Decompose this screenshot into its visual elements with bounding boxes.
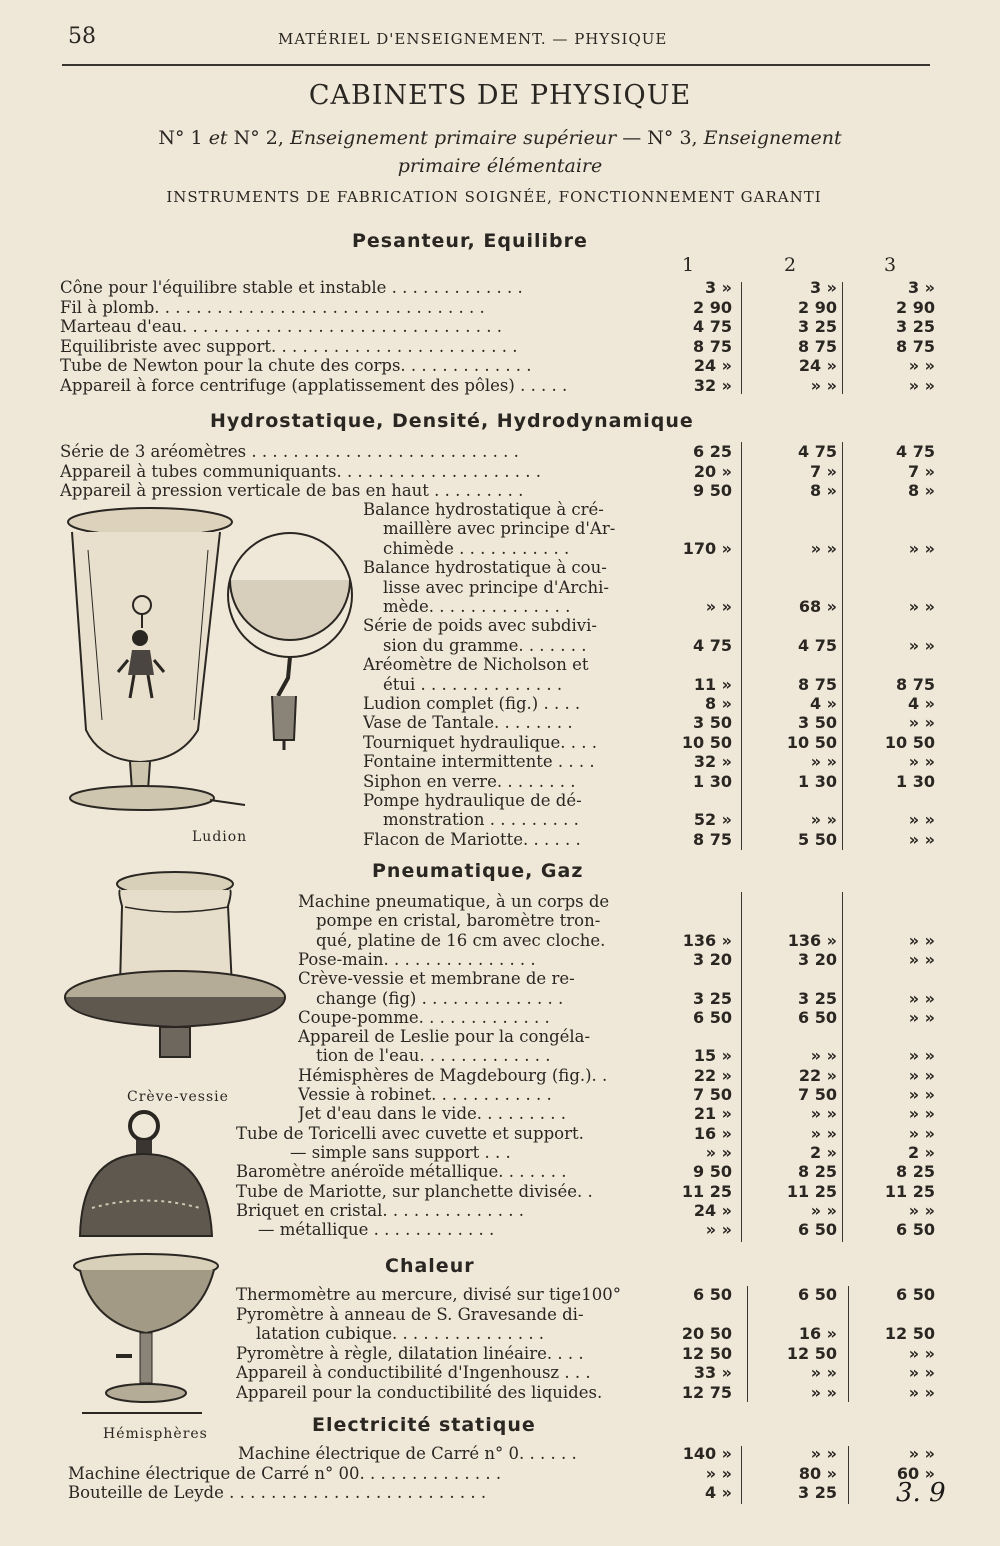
price-column-1: 3 20 [693,949,732,969]
price-column-2: » » [810,1123,837,1143]
price-column-3: 2 » [907,1142,935,1162]
price-column-2: 22 » [798,1065,837,1085]
row-label: Tube de Toricelli avec cuvette et support. [236,1123,584,1143]
price-column-3: » » [908,810,935,830]
row-label: Thermomètre au mercure, divisé sur tige100° [236,1285,621,1304]
row-label: Cône pour l'équilibre stable et instable . . . . . . . . . . . . . [60,278,523,297]
price-column-3: 60 » [896,1463,935,1483]
price-column-1: 24 » [693,1200,732,1220]
table-row [0,1483,1000,1503]
handwritten-note: 3. 9 [896,1478,946,1508]
table-row [0,1383,1000,1403]
price-column-2: » » [810,1046,837,1066]
price-column-3: 3 25 [896,317,935,336]
table-row [0,1324,1000,1344]
price-column-3: » » [908,988,935,1008]
row-label: Appareil à tubes communiquants. . . . . . . . . . . . . . . . . . . . [60,461,542,481]
row-label: — simple sans support . . . [290,1142,511,1162]
row-label: Aréomètre de Nicholson et [363,655,589,675]
price-column-3: 10 50 [884,732,935,752]
price-column-2: 8 » [809,481,837,500]
price-column-1: » » [705,597,732,616]
price-column-1: 9 50 [693,1162,732,1182]
price-column-1: 12 50 [681,1343,732,1363]
price-column-3: » » [908,1363,935,1382]
price-column-3: » » [908,1085,935,1104]
row-label: tion de l'eau. . . . . . . . . . . . . [316,1046,551,1066]
price-column-2: 4 » [809,694,837,713]
row-label: Fil à plomb. . . . . . . . . . . . . . . . . . . . . . . . . . . . . . . . [60,297,485,317]
page-title: CABINETS DE PHYSIQUE [308,80,692,111]
price-column-1: 6 50 [693,1007,732,1027]
price-column-2: 12 50 [786,1343,837,1363]
table-row [0,1363,1000,1383]
price-column-2: » » [810,810,837,830]
subtitle-part: N° 1 [158,127,203,149]
section-title-chaleur: Chaleur [385,1255,475,1277]
row-label: latation cubique. . . . . . . . . . . . . . . [256,1324,545,1343]
price-column-2: 11 25 [786,1181,837,1201]
table-row [0,356,1000,376]
row-label: Vase de Tantale. . . . . . . . [363,713,573,733]
row-label: Série de 3 aréomètres . . . . . . . . . . . . . . . . . . . . . . . . . . [60,442,519,461]
price-column-3: 6 50 [896,1285,935,1304]
row-label: Equilibriste avec support. . . . . . . . . . . . . . . . . . . . . . . . [60,336,518,356]
price-column-2: 8 75 [798,674,837,694]
row-label: Marteau d'eau. . . . . . . . . . . . . . . . . . . . . . . . . . . . . . . [60,317,502,336]
price-column-3: » » [908,1343,935,1363]
price-column-1: 170 » [682,538,732,558]
row-label: Vessie à robinet. . . . . . . . . . . . [298,1085,552,1104]
price-column-3: 8 » [907,481,935,500]
guarantee-line: INSTRUMENTS DE FABRICATION SOIGNÉE, FONCTIONNEMENT GARANTI [166,188,822,206]
row-label: Jet d'eau dans le vide. . . . . . . . . [298,1104,566,1124]
price-column-1: 32 » [693,752,732,772]
row-label: Série de poids avec subdivi- [363,616,597,636]
table-row [0,376,1000,396]
table-row [0,298,1000,318]
table-row [0,462,1000,482]
price-column-1: 6 25 [693,442,732,461]
price-column-3: 4 75 [896,442,935,461]
row-label: Siphon en verre. . . . . . . . [363,771,576,791]
price-column-2: » » [810,1200,837,1220]
price-column-1: 9 50 [693,481,732,500]
price-column-1: 10 50 [681,732,732,752]
row-label: Flacon de Mariotte. . . . . . [363,829,581,849]
subtitle-part: et [208,127,228,149]
row-label: Briquet en cristal. . . . . . . . . . . . . . [236,1200,524,1220]
subtitle-part: primaire élémentaire [397,155,603,177]
price-column-2: 5 50 [798,829,837,849]
row-label: Baromètre anéroïde métallique. . . . . . . [236,1162,567,1182]
price-column-1: 6 50 [693,1285,732,1304]
price-column-2: » » [810,1382,837,1402]
price-column-2: 2 » [809,1142,837,1162]
price-column-3: 6 50 [896,1220,935,1240]
price-column-1: 3 50 [693,713,732,733]
price-column-1: » » [705,1463,732,1483]
row-label: Coupe-pomme. . . . . . . . . . . . . [298,1007,550,1027]
price-column-1: 4 75 [693,317,732,336]
subtitle-part: Enseignement [703,127,842,149]
price-column-3: » » [908,1007,935,1027]
price-column-1: 15 » [693,1046,732,1066]
price-column-1: 32 » [693,375,732,395]
price-column-2: 4 75 [798,442,837,461]
price-column-3: 3 » [907,278,935,297]
row-label: chimède . . . . . . . . . . . [383,538,570,558]
price-column-1: 8 75 [693,336,732,356]
row-label: Machine électrique de Carré n° 0. . . . . . [238,1444,577,1463]
price-column-1: 11 » [693,674,732,694]
row-label: Pompe hydraulique de dé- [363,791,582,810]
figure-caption-ludion: Ludion [192,829,248,845]
price-column-1: 8 75 [693,829,732,849]
row-label: monstration . . . . . . . . . [383,810,579,830]
price-column-2: » » [810,1363,837,1382]
section-title-hydro: Hydrostatique, Densité, Hydrodynamique [210,410,694,432]
price-column-2: » » [810,538,837,558]
price-column-1: 24 » [693,356,732,375]
table-row [0,1285,1000,1305]
column-header-2: 2 [784,254,797,276]
price-column-1: 8 » [704,694,732,713]
table-row [0,481,1000,501]
price-column-1: 20 » [693,461,732,481]
row-label: maillère avec principe d'Ar- [383,519,616,539]
row-label: Balance hydrostatique à cré- [363,500,604,519]
table-row [0,830,1000,850]
price-column-2: 8 75 [798,336,837,356]
price-column-3: » » [908,752,935,772]
figure-caption-creve-vessie: Crève-vessie [127,1089,229,1105]
price-column-2: 6 50 [798,1285,837,1304]
subtitle-part: — N° 3, [622,127,698,149]
price-column-3: » » [908,1065,935,1085]
row-label: Tube de Newton pour la chute des corps. . . . . . . . . . . . . [60,356,532,375]
price-column-3: » » [908,538,935,558]
row-label: Tourniquet hydraulique. . . . [363,732,597,752]
price-column-1: 52 » [693,810,732,830]
price-column-2: 16 » [798,1324,837,1343]
price-column-1: 21 » [693,1104,732,1124]
table-row [0,278,1000,298]
page-header [68,24,928,56]
table-row [0,1444,1000,1464]
price-column-1: 7 50 [693,1085,732,1104]
price-column-2: 3 20 [798,949,837,969]
row-label: pompe en cristal, baromètre tron- [316,911,601,931]
price-column-2: 136 » [787,930,837,950]
price-column-3: » » [908,930,935,950]
price-column-3: » » [908,635,935,655]
price-column-3: » » [908,949,935,969]
row-label: Balance hydrostatique à cou- [363,558,607,578]
price-column-2: 8 25 [798,1162,837,1182]
page-number: 58 [68,24,96,49]
price-column-1: 22 » [693,1065,732,1085]
price-column-2: 3 50 [798,713,837,733]
price-column-2: 4 75 [798,635,837,655]
row-label: Appareil à force centrifuge (applatissement des pôles) . . . . . [60,375,568,395]
column-header-3: 3 [884,254,897,276]
price-column-1: 16 » [693,1123,732,1143]
price-column-2: 3 » [809,278,837,297]
row-label: Pose-main. . . . . . . . . . . . . . . [298,949,536,969]
row-label: Ludion complet (fig.) . . . . [363,694,581,713]
row-label: Bouteille de Leyde . . . . . . . . . . . . . . . . . . . . . . . . . [68,1483,487,1502]
table-row [0,317,1000,337]
price-column-3: 2 90 [896,297,935,317]
price-column-1: 33 » [693,1363,732,1382]
price-column-1: 11 25 [681,1181,732,1201]
row-label: Crève-vessie et membrane de re- [298,969,575,989]
price-column-2: 3 25 [798,317,837,336]
price-column-2: 2 90 [798,297,837,317]
price-column-1: 136 » [682,930,732,950]
price-column-1: 140 » [682,1444,732,1463]
row-label: mède. . . . . . . . . . . . . . [383,597,571,616]
section-title-electricite: Electricité statique [312,1414,536,1436]
price-column-3: » » [908,1382,935,1402]
price-column-1: » » [705,1220,732,1240]
price-column-1: 12 75 [681,1382,732,1402]
price-column-3: » » [908,375,935,395]
ludion-illustration [60,500,360,825]
price-column-3: » » [908,1123,935,1143]
subtitle-part: Enseignement primaire supérieur [289,127,617,149]
price-column-1: 3 25 [693,988,732,1008]
row-label: change (fig) . . . . . . . . . . . . . . [316,988,564,1008]
row-label: Hémisphères de Magdebourg (fig.). . [298,1065,608,1085]
row-label: qué, platine de 16 cm avec cloche. [316,930,606,950]
price-column-3: 4 » [907,694,935,713]
price-column-3: » » [908,1104,935,1124]
row-label: Appareil de Leslie pour la congéla- [298,1027,591,1047]
price-column-3: » » [908,1444,935,1463]
section-title-pneumatique: Pneumatique, Gaz [372,860,584,882]
table-row [0,337,1000,357]
price-column-2: 7 » [809,461,837,481]
price-column-2: » » [810,1104,837,1124]
row-label: Appareil pour la conductibilité des liquides. [236,1382,603,1402]
subtitle-part: N° 2, [233,127,284,149]
price-column-3: » » [908,597,935,616]
figure-caption-hemispheres: Hémisphères [103,1426,208,1442]
row-label: Pyromètre à règle, dilatation linéaire. . . . [236,1343,584,1363]
row-label: étui . . . . . . . . . . . . . . [383,674,563,694]
price-column-2: 80 » [798,1463,837,1483]
column-header-1: 1 [682,254,695,276]
section-title-pesanteur: Pesanteur, Equilibre [352,230,588,252]
price-column-1: 20 50 [681,1324,732,1343]
price-column-2: » » [810,375,837,395]
price-column-2: 10 50 [786,732,837,752]
price-column-1: 1 30 [693,771,732,791]
price-column-2: 3 25 [798,1483,837,1502]
table-row [0,1305,1000,1325]
row-label: Machine pneumatique, à un corps de [298,892,610,911]
price-column-2: » » [810,752,837,772]
price-column-1: 2 90 [693,297,732,317]
price-column-3: 8 25 [896,1162,935,1182]
row-label: lisse avec principe d'Archi- [383,577,609,597]
price-column-3: 7 » [907,461,935,481]
table-row [0,442,1000,462]
price-column-2: 3 25 [798,988,837,1008]
row-label: Fontaine intermittente . . . . [363,752,595,772]
price-column-2: 6 50 [798,1007,837,1027]
row-label: Pyromètre à anneau de S. Gravesande di- [236,1304,584,1324]
row-label: Tube de Mariotte, sur planchette divisée. . [236,1181,593,1201]
price-column-1: » » [705,1142,732,1162]
header-rule [62,64,930,66]
price-column-3: » » [908,1200,935,1220]
price-column-1: 4 75 [693,635,732,655]
table-row [0,1464,1000,1484]
price-column-2: » » [810,1444,837,1463]
price-column-3: » » [908,713,935,733]
page-subtitle [90,124,910,180]
row-label: — métallique . . . . . . . . . . . . [258,1220,495,1240]
price-column-2: 68 » [798,597,837,616]
price-column-2: 24 » [798,356,837,375]
row-label: Appareil à conductibilité d'Ingenhousz . . . [236,1363,591,1382]
price-column-1: 3 » [704,278,732,297]
price-column-3: 8 75 [896,674,935,694]
price-column-2: 7 50 [798,1085,837,1104]
price-column-3: » » [908,356,935,375]
row-label: Machine électrique de Carré n° 00. . . . . . . . . . . . . . [68,1463,502,1483]
price-column-2: 1 30 [798,771,837,791]
table-row [0,1344,1000,1364]
row-label: Appareil à pression verticale de bas en haut . . . . . . . . . [60,481,524,500]
price-column-3: 12 50 [884,1324,935,1343]
price-column-3: 11 25 [884,1181,935,1201]
price-column-3: » » [908,1046,935,1066]
price-column-1: 4 » [704,1483,732,1502]
price-column-2: 6 50 [798,1220,837,1240]
creve-vessie-illustration [60,862,300,1082]
price-column-3: » » [908,829,935,849]
row-label: sion du gramme. . . . . . . [383,635,587,655]
price-column-3: 8 75 [896,336,935,356]
price-column-3: 1 30 [896,771,935,791]
running-title: MATÉRIEL D'ENSEIGNEMENT. — PHYSIQUE [278,30,668,48]
